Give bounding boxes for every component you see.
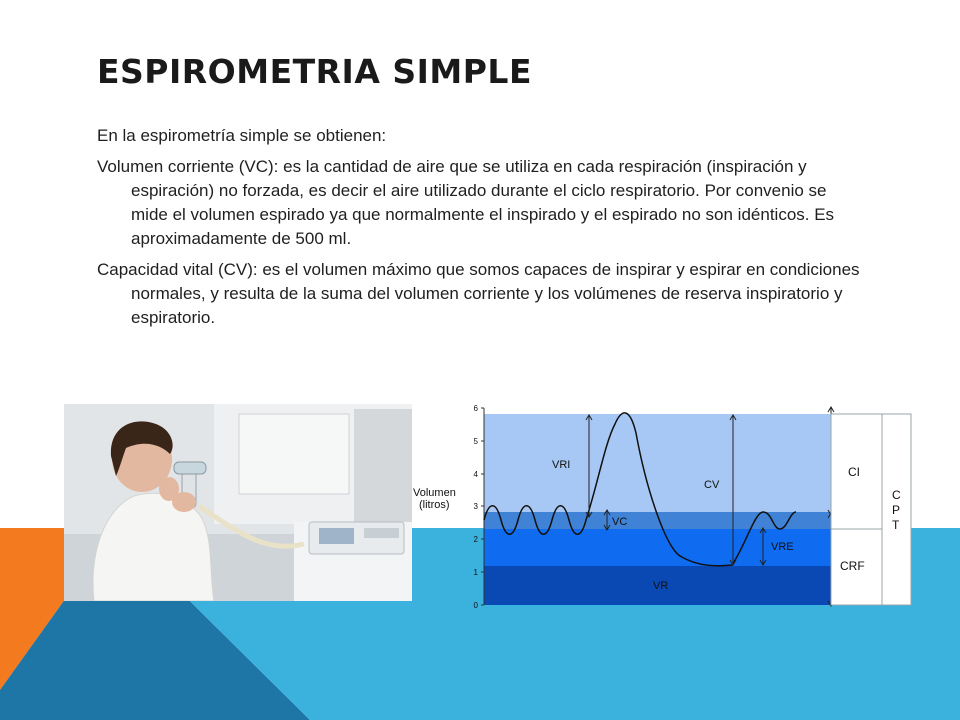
y-tick-label: 0: [473, 601, 478, 610]
label-vr: VR: [653, 580, 669, 592]
y-tick-label: 1: [473, 568, 478, 577]
vc-definition: Volumen corriente (VC): es la cantidad de aire que se utiliza en cada respiración (inspiración y espiración) no forzada, es decir el aire utilizado durante el ciclo respiratorio. Por convenio se mide el volumen espirado ya que normalmente el inspirado y el espirado no son idénticos. Es aproximadamente de 500 ml.: [97, 157, 835, 248]
label-cpt-c: C: [892, 488, 901, 502]
axis-label-litros: (litros): [419, 499, 450, 511]
y-tick-label: 4: [473, 470, 478, 479]
cv-definition: Capacidad vital (CV): es el volumen máximo que somos capaces de inspirar y espirar en condiciones normales, y resulta de la suma del volumen corriente y los volúmenes de reserva inspiratorio y espiratorio.: [97, 260, 860, 327]
label-cpt-p: P: [892, 503, 901, 517]
vri-band: [484, 414, 831, 512]
label-vri: VRI: [552, 459, 571, 471]
label-cpt-t: T: [892, 518, 900, 532]
axis-label-volumen: Volumen: [413, 487, 456, 499]
spirometry-photo: [64, 404, 412, 601]
label-crf: CRF: [840, 559, 865, 573]
slide-body: [97, 124, 867, 337]
label-vc: VC: [612, 516, 628, 528]
y-tick-label: 5: [473, 437, 478, 446]
intro-text: En la espirometría simple se obtienen:: [97, 126, 387, 145]
spirometry-diagram: [410, 398, 915, 610]
y-tick-label: 6: [473, 404, 478, 413]
y-tick-label: 2: [473, 535, 478, 544]
label-cv: CV: [704, 479, 720, 491]
label-vre: VRE: [771, 541, 794, 553]
spirometry-photo-illustration: [64, 404, 412, 601]
slide-title: ESPIROMETRIA SIMPLE: [97, 52, 532, 91]
label-ci: CI: [848, 465, 860, 479]
y-tick-label: 3: [473, 502, 478, 511]
